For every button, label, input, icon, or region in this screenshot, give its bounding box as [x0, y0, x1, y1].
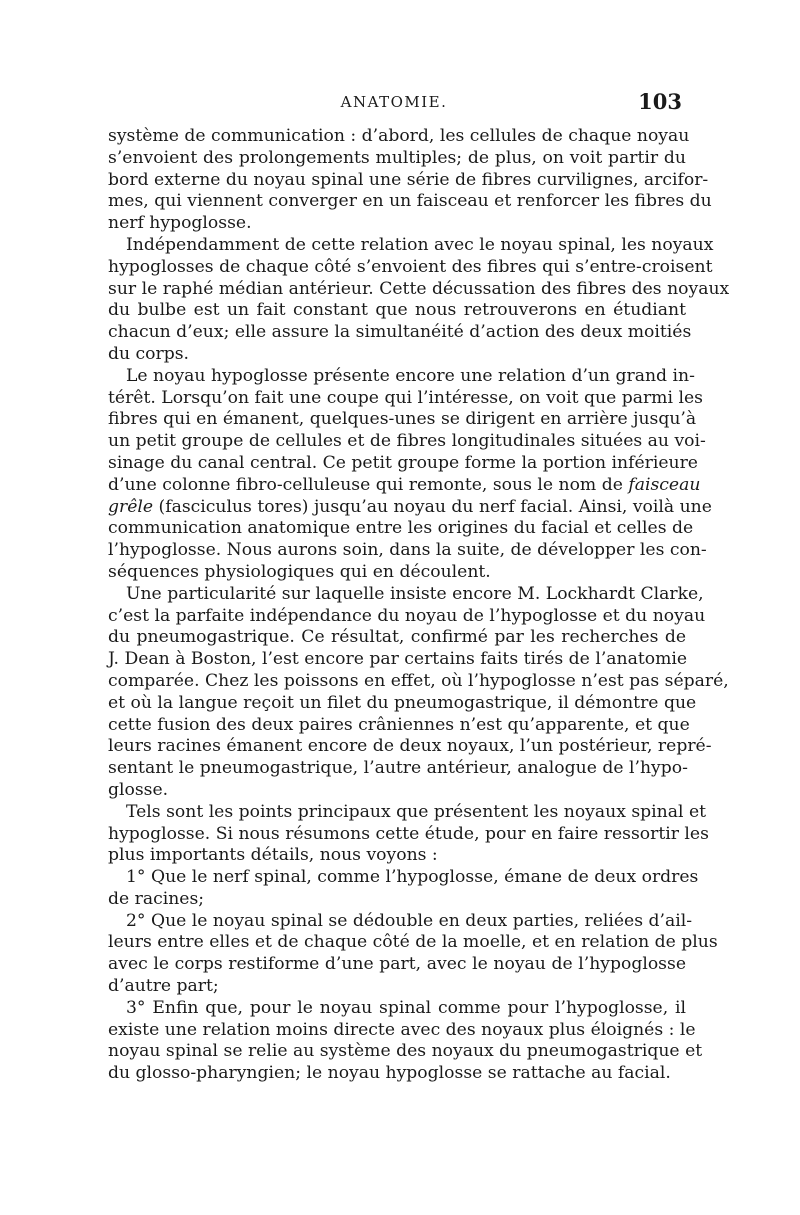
text-line: [108, 954, 686, 976]
line-text: sur le raphé médian antérieur. Cette décussation des fibres des noyaux: [108, 278, 730, 299]
text-line: [108, 758, 686, 780]
text-line: [108, 823, 709, 846]
text-line: [108, 452, 698, 475]
text-line: [108, 714, 690, 737]
line-text: avec le corps restiforme d’une part, avec le noyau de l’hypoglosse: [108, 954, 686, 975]
text-line: [108, 562, 686, 584]
text-line: [108, 1063, 686, 1085]
running-head: ANATOMIE.: [340, 93, 448, 111]
text-line: [108, 431, 706, 453]
line-text: plus importants détails, nous voyons :: [108, 845, 438, 866]
text-line: [108, 256, 713, 279]
text-line: [108, 627, 686, 649]
line-text: hypoglosses de chaque côté s’envoient des fibres qui s’entre-croisent: [108, 256, 713, 277]
text-line: [108, 976, 686, 998]
line-text: bord externe du noyau spinal une série de fibres curvilignes, arcifor-: [108, 169, 709, 190]
text-line: [108, 278, 730, 301]
text-line: [108, 300, 686, 322]
text-line: [108, 867, 699, 889]
line-text: du corps.: [108, 343, 190, 364]
line-text: Une particularité sur laquelle insiste encore M. Lockhardt Clarke,: [126, 583, 704, 604]
text-line: [108, 1019, 696, 1042]
line-text: (fasciculus tores) jusqu’au noyau du nerf facial. Ainsi, voilà une: [158, 496, 712, 517]
line-text: sinage du canal central. Ce petit groupe forme la portion inférieure: [108, 452, 698, 473]
line-text: Tels sont les points principaux que présentent les noyaux spinal et: [126, 801, 707, 822]
text-line: [108, 234, 714, 257]
line-text: nerf hypoglosse.: [108, 213, 252, 234]
text-line: [108, 605, 706, 628]
line-text: c’est la parfaite indépendance du noyau de l’hypoglosse et du noyau: [108, 605, 706, 626]
text-line: [108, 998, 686, 1020]
line-text: 3° Enfin que, pour le noyau spinal comme pour l’hypoglosse, il: [126, 997, 686, 1018]
text-line: [108, 191, 712, 213]
line-text: de racines;: [108, 888, 205, 909]
line-text: leurs racines émanent encore de deux noyaux, l’un postérieur, repré-: [108, 736, 712, 757]
text-line: [108, 148, 686, 170]
line-text: d’autre part;: [108, 976, 219, 997]
line-text: hypoglosse. Si nous résumons cette étude, pour en faire ressortir les: [108, 823, 709, 844]
line-text: du pneumogastrique. Ce résultat, confirmé par les recherches de: [108, 627, 686, 648]
line-text: du bulbe est un fait constant que nous retrouverons en étudiant: [108, 300, 686, 321]
text-line: [108, 649, 686, 671]
line-text: noyau spinal se relie au système des noyaux du pneumogastrique et: [108, 1041, 703, 1062]
text-line: [108, 322, 692, 344]
line-text: sentant le pneumogastrique, l’autre antérieur, analogue de l’hypo-: [108, 758, 688, 779]
text-line: [108, 540, 707, 562]
text-line: [108, 474, 701, 497]
text-line: [108, 583, 704, 606]
body-text: [108, 126, 730, 1085]
line-text: système de communication : d’abord, les cellules de chaque noyau: [108, 126, 690, 146]
text-line: [108, 780, 686, 802]
text-line: [108, 670, 729, 693]
line-text: 2° Que le noyau spinal se dédouble en deux parties, reliées d’ail-: [126, 910, 693, 931]
line-text: mes, qui viennent converger en un faisceau et renforcer les fibres du: [108, 191, 712, 212]
text-line: [108, 387, 703, 410]
line-text: existe une relation moins directe avec des noyaux plus éloignés : le: [108, 1019, 696, 1040]
text-line: [108, 344, 686, 366]
line-text: Indépendamment de cette relation avec le noyau spinal, les noyaux: [126, 234, 714, 255]
line-text: glosse.: [108, 779, 169, 800]
text-line: [108, 169, 709, 192]
text-line: [108, 932, 718, 954]
line-text: J. Dean à Boston, l’est encore par certains faits tirés de l’anatomie: [108, 649, 688, 670]
line-text: cette fusion des deux paires crâniennes n’est qu’apparente, et que: [108, 714, 690, 735]
text-line: [108, 126, 690, 148]
text-line: [108, 496, 712, 519]
text-line: [108, 213, 686, 235]
text-line: [108, 889, 686, 911]
line-text: un petit groupe de cellules et de fibres longitudinales situées au voi-: [108, 431, 706, 452]
text-line: [108, 736, 712, 758]
line-text: s’envoient des prolongements multiples; de plus, on voit partir du: [108, 147, 686, 168]
line-text: l’hypoglosse. Nous aurons soin, dans la suite, de développer les con-: [108, 540, 707, 561]
line-text: 1° Que le nerf spinal, comme l’hypoglosse, émane de deux ordres: [126, 867, 699, 888]
line-text: fibres qui en émanent, quelques-unes se dirigent en arrière jusqu’à: [108, 409, 697, 430]
text-line: [108, 910, 693, 933]
text-line: [108, 1041, 703, 1063]
line-text: chacun d’eux; elle assure la simultanéité d’action des deux moitiés: [108, 322, 692, 343]
line-text: d’une colonne fibro-celluleuse qui remonte, sous le nom de: [108, 474, 623, 495]
line-text: séquences physiologiques qui en découlent.: [108, 561, 491, 582]
line-text: Le noyau hypoglosse présente encore une relation d’un grand in-: [126, 365, 695, 386]
line-text: communication anatomique entre les origines du facial et celles de: [108, 518, 694, 539]
text-line: [108, 845, 686, 867]
page-number: 103: [638, 89, 682, 114]
text-line: [108, 409, 697, 431]
italic-term: grêle: [108, 496, 154, 517]
line-text: et où la langue reçoit un filet du pneumogastrique, il démontre que: [108, 692, 697, 713]
text-line: [108, 692, 697, 715]
text-line: [108, 801, 707, 824]
italic-term: faisceau: [628, 474, 701, 495]
page-header: [106, 89, 682, 119]
text-line: [108, 518, 694, 540]
line-text: leurs entre elles et de chaque côté de la moelle, et en relation de plus: [108, 932, 718, 953]
text-line: [108, 365, 695, 388]
line-text: comparée. Chez les poissons en effet, où l’hypoglosse n’est pas séparé,: [108, 670, 729, 691]
line-text: térêt. Lorsqu’on fait une coupe qui l’intéresse, on voit que parmi les: [108, 387, 703, 408]
line-text: du glosso-pharyngien; le noyau hypoglosse se rattache au facial.: [108, 1063, 671, 1084]
